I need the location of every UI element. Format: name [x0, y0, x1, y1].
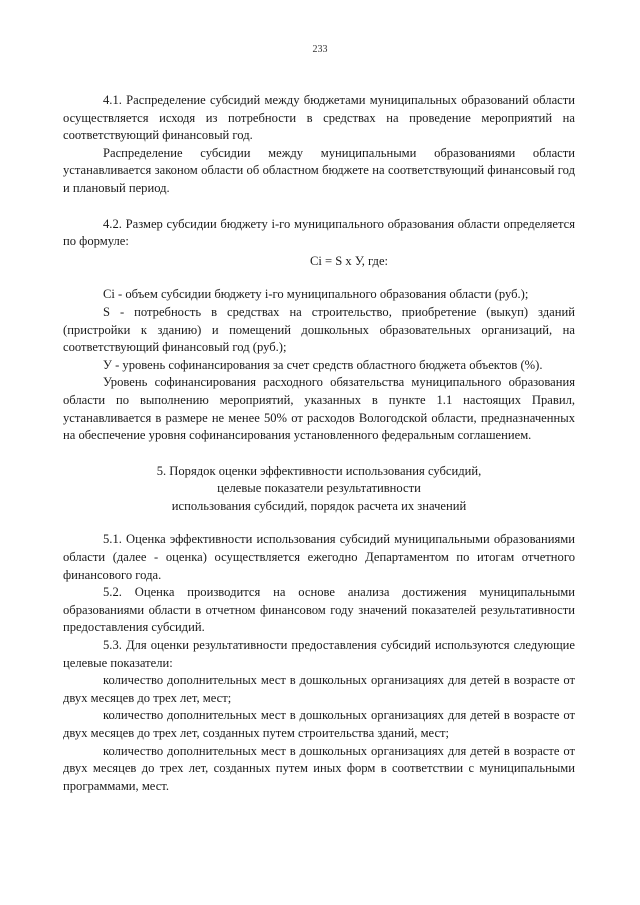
paragraph-5-3: 5.3. Для оценки результативности предоставления субсидий используются следующие целевые показатели: [63, 638, 575, 670]
section-heading-line: целевые показатели результативности [217, 481, 421, 496]
paragraph-4-1: 4.1. Распределение субсидий между бюджетами муниципальных образований области осуществляется исходя из потребности в средствах на проведение мероприятий на соответствующий финансовый год. [63, 93, 575, 143]
page-number: 233 [312, 44, 328, 55]
document-body [63, 92, 575, 795]
definition-ci: Ci - объем субсидии бюджету i-го муниципального образования области (руб.); [103, 287, 529, 302]
indicator-item: количество дополнительных мест в дошкольных организациях для детей в возрасте от двух месяцев до трех лет, созданных путем иных форм в соответствии с муниципальными программами, мест. [63, 743, 575, 793]
indicator-item: количество дополнительных мест в дошкольных организациях для детей в возрасте от двух месяцев до трех лет, мест; [63, 673, 575, 705]
definition-u: У - уровень софинансирования за счет средств областного бюджета объектов (%). [103, 357, 543, 372]
paragraph-5-1: 5.1. Оценка эффективности использования субсидий муниципальными образованиями области (далее - оценка) осуществляется ежегодно Департаментом по итогам отчетного финансового года. [63, 532, 575, 582]
section-5-heading [63, 463, 575, 516]
section-heading-line: 5. Порядок оценки эффективности использования субсидий, [156, 463, 482, 478]
section-heading-line: использования субсидий, порядок расчета их значений [171, 498, 467, 513]
paragraph-distribution-law: Распределение субсидии между муниципальными образованиями области устанавливается законом области об областном бюджете на соответствующий финансовый год и плановый период. [63, 145, 575, 195]
paragraph-5-2: 5.2. Оценка производится на основе анализа достижения муниципальными образованиями области в отчетном финансовом году значений показателей результативности предоставления субсидий. [63, 585, 575, 635]
formula: Ci = S x У, где: [309, 253, 389, 268]
indicator-item: количество дополнительных мест в дошкольных организациях для детей в возрасте от двух месяцев до трех лет, созданных путем строительства зданий, мест; [63, 708, 575, 740]
paragraph-cofinancing-level: Уровень софинансирования расходного обязательства муниципального образования области по выполнению мероприятий, указанных в пункте 1.1 настоящих Правил, устанавливается в размере не менее 50% от расходов Вологодской области, предназначенных на обеспечение уровня софинансирования установленного федеральным соглашением. [63, 375, 575, 443]
paragraph-4-2: 4.2. Размер субсидии бюджету i-го муниципального образования области определяется по формуле: [63, 216, 575, 249]
definition-s: S - потребность в средствах на строительство, приобретение (выкуп) зданий (пристройки к зданию) и помещений дошкольных образовательных организаций, на соответствующий финансовый год (руб.); [63, 304, 575, 355]
